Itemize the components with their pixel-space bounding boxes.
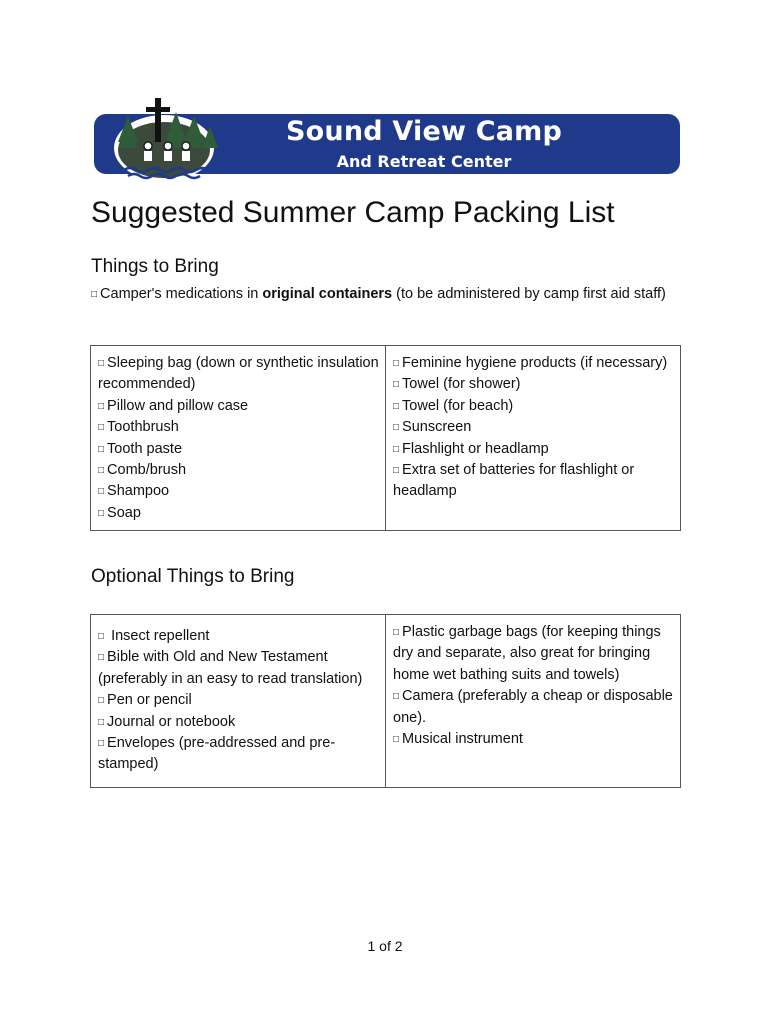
item-label: Musical instrument [402,731,523,748]
checkbox-icon[interactable]: □ [393,379,400,391]
checkbox-icon[interactable]: □ [98,738,105,750]
checkbox-icon[interactable]: □ [98,358,105,369]
item-label: Insect repellent [111,628,210,644]
list-item [393,417,674,438]
checkbox-icon[interactable]: □ [98,486,105,498]
medications-item [91,284,681,306]
checkbox-icon[interactable]: □ [393,358,400,369]
item-label: Bible with Old and New Testament (preferably in an easy to read translation) [98,649,363,687]
item-label: Pen or pencil [107,692,192,709]
list-item [393,374,674,395]
list-item [393,622,674,686]
bring-table [90,345,681,531]
checkbox-icon[interactable]: □ [98,716,105,728]
list-item [98,733,379,776]
camp-name: Sound View Camp [286,116,562,147]
item-label: Sleeping bag (down or synthetic insulation recommended) [98,355,379,393]
checkbox-icon[interactable]: □ [98,400,105,412]
item-label: Pillow and pillow case [107,397,249,414]
list-item [98,460,379,481]
list-item [98,503,379,524]
checkbox-icon[interactable]: □ [98,695,105,707]
list-item [393,396,674,417]
medications-note: (to be administered by camp first aid staff) [392,286,666,302]
checkbox-icon[interactable]: □ [393,465,400,477]
section-heading-optional: Optional Things to Bring [91,566,295,587]
list-item [393,686,674,729]
medications-emphasis: original containers [262,286,393,302]
list-item [393,729,674,750]
list-item [98,647,379,690]
list-item [393,439,674,460]
list-item [393,460,674,503]
checkbox-icon[interactable]: □ [393,422,400,434]
checkbox-icon[interactable]: □ [98,507,105,519]
item-label: Soap [107,504,141,521]
item-label: Envelopes (pre-addressed and pre-stamped) [98,735,336,773]
page-title: Suggested Summer Camp Packing List [91,196,615,229]
item-label: Plastic garbage bags (for keeping things dry and separate, also great for bringing home wet bathing suits and towels) [393,624,661,683]
bring-left-column [91,346,386,531]
item-label: Comb/brush [107,462,187,479]
list-item [98,353,379,396]
checkbox-icon[interactable]: □ [393,734,400,746]
section-heading-bring: Things to Bring [91,256,219,277]
page-number: 1 of 2 [367,938,403,954]
checkbox-icon[interactable]: □ [91,289,98,300]
checkbox-icon[interactable]: □ [98,443,105,455]
optional-left-column [91,615,386,788]
optional-table [90,614,681,788]
checkbox-icon[interactable]: □ [393,443,400,455]
optional-right-column [386,615,681,788]
item-label: Sunscreen [402,419,472,436]
checkbox-icon[interactable]: □ [98,652,105,664]
item-label: Towel (for beach) [402,397,514,414]
checkbox-icon[interactable]: □ [393,400,400,412]
checkbox-icon[interactable]: □ [98,465,105,477]
item-label: Feminine hygiene products (if necessary) [402,355,668,371]
list-item [98,396,379,417]
item-label: Toothbrush [107,419,179,436]
list-item [98,626,379,647]
medications-text: Camper's medications in [100,286,263,302]
item-label: Tooth paste [107,440,183,457]
camp-logo-icon [106,96,224,186]
list-item [393,353,674,374]
list-item [98,439,379,460]
camp-subtitle: And Retreat Center [336,152,512,171]
item-label: Flashlight or headlamp [402,440,549,457]
checkbox-icon[interactable]: □ [393,627,400,638]
item-label: Camera (preferably a cheap or disposable one). [393,688,673,726]
item-label: Shampoo [107,483,170,500]
list-item [98,690,379,711]
item-label: Towel (for shower) [402,376,521,393]
bring-right-column [386,346,681,531]
checkbox-icon[interactable]: □ [393,691,400,703]
list-item [98,481,379,502]
list-item [98,417,379,438]
item-label: Extra set of batteries for flashlight or headlamp [393,462,635,500]
list-item [98,712,379,733]
checkbox-icon[interactable]: □ [98,422,105,434]
camp-banner [92,96,682,186]
checkbox-icon[interactable]: □ [98,631,105,642]
item-label: Journal or notebook [107,713,236,730]
